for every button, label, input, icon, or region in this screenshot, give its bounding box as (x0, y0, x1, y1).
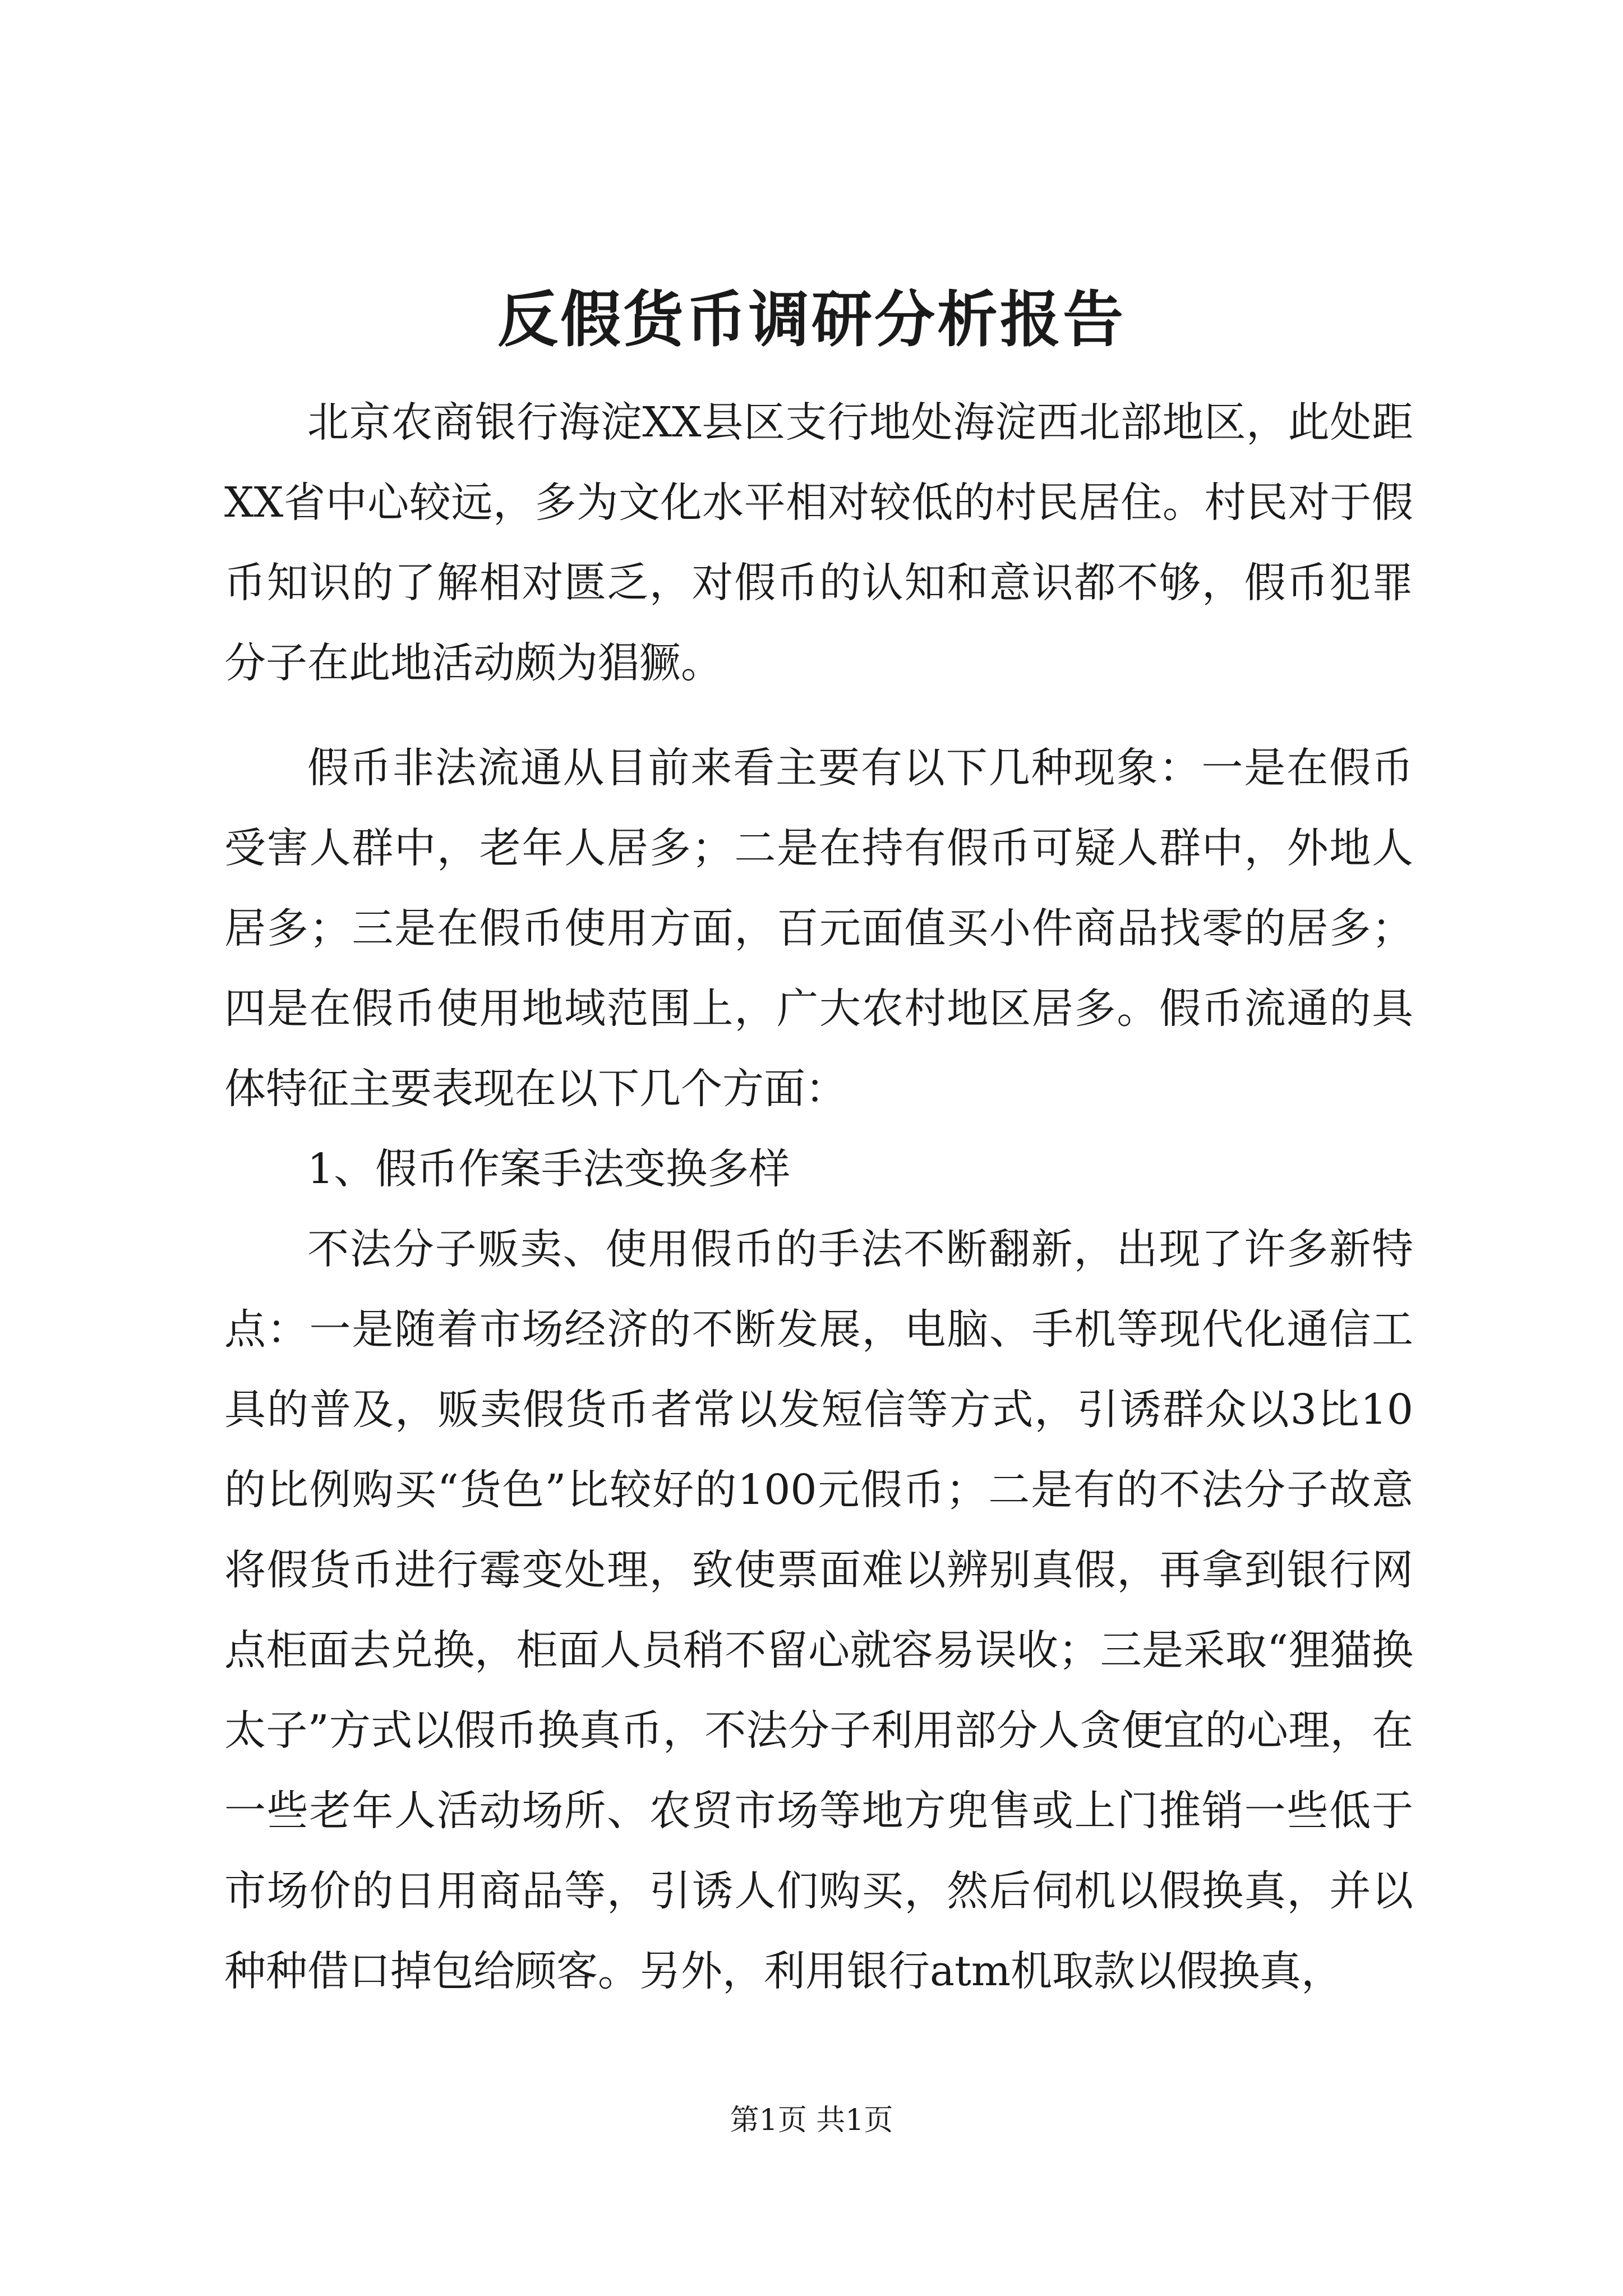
paragraph-gap (224, 703, 1413, 728)
document-body (224, 383, 1413, 2012)
page-footer: 第1页 共1页 (730, 2104, 893, 2137)
paragraph-2: 假币非法流通从目前来看主要有以下几种现象：一是在假币受害人群中，老年人居多；二是在持有假币可疑人群中，外地人居多；三是在假币使用方面，百元面值买小件商品找零的居多；四是在假币使用地域范围上，广大农村地区居多。假币流通的具体特征主要表现在以下几个方面： (224, 744, 1413, 1113)
document-title: 反假货币调研分析报告 (497, 284, 1126, 355)
section-heading-1: 1、假币作案手法变换多样 (307, 1145, 791, 1193)
paragraph-3: 不法分子贩卖、使用假币的手法不断翻新，出现了许多新特点：一是随着市场经济的不断发展，电脑、手机等现代化通信工具的普及，贩卖假货币者常以发短信等方式，引诱群众以3比10的比例购买“货色”比较好的100元假币；二是有的不法分子故意将假货币进行霉变处理，致使票面难以辨别真假，再拿到银行网点柜面去兑换，柜面人员稍不留心就容易误收；三是采取“狸猫换太子”方式以假币换真币，不法分子利用部分人贪便宜的心理，在一些老年人活动场所、农贸市场等地方兜售或上门推销一些低于市场价的日用商品等，引诱人们购买，然后伺机以假换真，并以种种借口掉包给顾客。另外，利用银行atm机取款以假换真， (224, 1225, 1413, 1995)
paragraph-1: 北京农商银行海淀XX县区支行地处海淀西北部地区，此处距XX省中心较远，多为文化水平相对较低的村民居住。村民对于假币知识的了解相对匮乏，对假币的认知和意识都不够，假币犯罪分子在此地活动颇为猖獗。 (224, 398, 1413, 687)
